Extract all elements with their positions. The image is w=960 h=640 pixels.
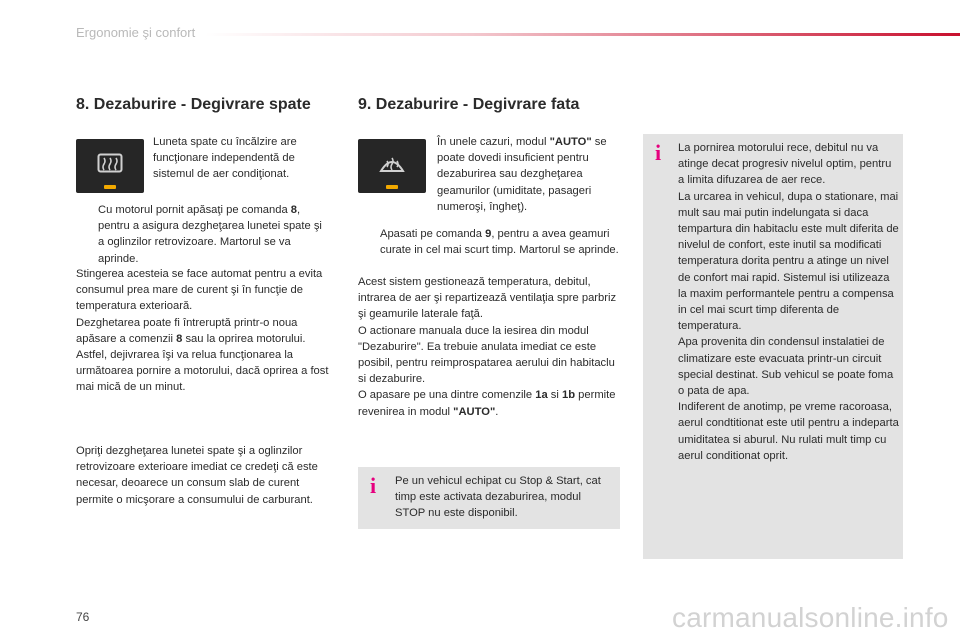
- front-bullet: Apasati pe comanda 9, pentru a avea geamuri curate in cel mai scurt timp. Martorul se aprinde.: [380, 228, 619, 257]
- front-para-2: O actionare manuala duce la iesirea din modul "Dezaburire". Ea trebuie anulata imediat ce este posibil, pentru reimprospatarea aerului din habitaclu si dezaburire.: [358, 324, 615, 386]
- front-para-1: Acest sistem gestionează temperatura, debitul, intrarea de aer şi repartizează ventilaţia spre parbriz şi geamurile laterale faţă.: [358, 276, 617, 321]
- climate-info-para-3: Apa provenita din condensul instalatiei de climatizare este evacuata printr-un circuit special destinat. Sub vehicul se poate foma o pata de apa.: [678, 336, 894, 398]
- rear-bullet: Cu motorul pornit apăsaţi pe comanda 8, pentru a asigura dezgheţarea lunetei spate şi a oglinzilor retrovizoare. Martorul se va aprinde.: [98, 204, 322, 265]
- info-icon: i: [370, 473, 377, 498]
- rear-defrost-icon: [97, 153, 123, 177]
- info-icon: i: [655, 140, 662, 165]
- stop-start-note: [358, 467, 620, 529]
- rear-para-1: Stingerea acesteia se face automat pentru a evita consumul prea mare de curent şi în funcţie de temperatura exterioară.: [76, 268, 323, 313]
- front-defrost-button: [358, 139, 426, 193]
- stop-start-note-text: Pe un vehicul echipat cu Stop & Start, cat timp este activata dezaburirea, modul STOP nu este disponibil.: [395, 475, 601, 520]
- front-para-3: O apasare pe una dintre comenzile 1a si 1b permite revenirea in modul "AUTO".: [358, 389, 616, 418]
- climate-info-para-2: La urcarea in vehicul, dupa o stationare, mai mult sau mai putin indelungata si daca tempartura din habitaclu este mult diferita de nivelul de confort, este inutil sa modificati temperatura dorita pentru a atinge un nivel de confort mai rapid. Sistemul isi utilizeaza la maxim performantele pentru a compensa in cel mai scurt timp diferenta de temperatura.: [678, 190, 899, 333]
- climate-info-para-1: La pornirea motorului rece, debitul nu va atinge decat progresiv nivelul optim, pentru a limita difuzarea de aer rece.: [678, 142, 892, 187]
- rear-body: [76, 266, 336, 396]
- rear-section-title: 8. Dezaburire - Degivrare spate: [76, 96, 311, 113]
- rear-tip: Opriţi dezgheţarea lunetei spate şi a oglinzilor retrovizoare exterioare imediat ce credeţi că este necesar, deoarece un consum slab de curent permite o micşorare a consumului de carburant.: [76, 445, 318, 506]
- watermark: carmanualsonline.info: [672, 602, 949, 633]
- climate-info-text: [678, 140, 900, 464]
- section-header: Ergonomie şi confort: [76, 25, 196, 40]
- front-indicator-light: [386, 185, 398, 189]
- front-intro: În unele cazuri, modul "AUTO" se poate dovedi insuficient pentru dezaburirea sau dezgheţarea geamurilor (umiditate, pasageri numeroşi, îngheţ).: [437, 136, 607, 213]
- climate-info-box: [643, 134, 903, 559]
- front-defrost-icon: [379, 153, 405, 177]
- rear-indicator-light: [104, 185, 116, 189]
- rear-para-2: Dezghetarea poate fi întreruptă printr-o noua apăsare a comenzii 8 sau la oprirea motorului. Astfel, dejivrarea îşi va relua funcţionarea la următoarea pornire a motorului, dacă oprirea a fost mai mică de un minut.: [76, 316, 329, 394]
- front-body: [358, 274, 622, 420]
- front-section-title: 9. Dezaburire - Degivrare fata: [358, 96, 580, 113]
- page-number: 76: [76, 610, 90, 624]
- climate-info-para-4: Indiferent de anotimp, pe vreme racoroasa, aerul condtitionat este util pentru a indeparta umiditatea si aburul. Nu rulati mult timp cu aerul conditionat oprit.: [678, 401, 899, 462]
- rear-intro: Luneta spate cu încălzire are funcţionare independentă de sistemul de aer condiţionat.: [153, 136, 297, 181]
- rear-defrost-button: [76, 139, 144, 193]
- header-rule: [205, 33, 960, 36]
